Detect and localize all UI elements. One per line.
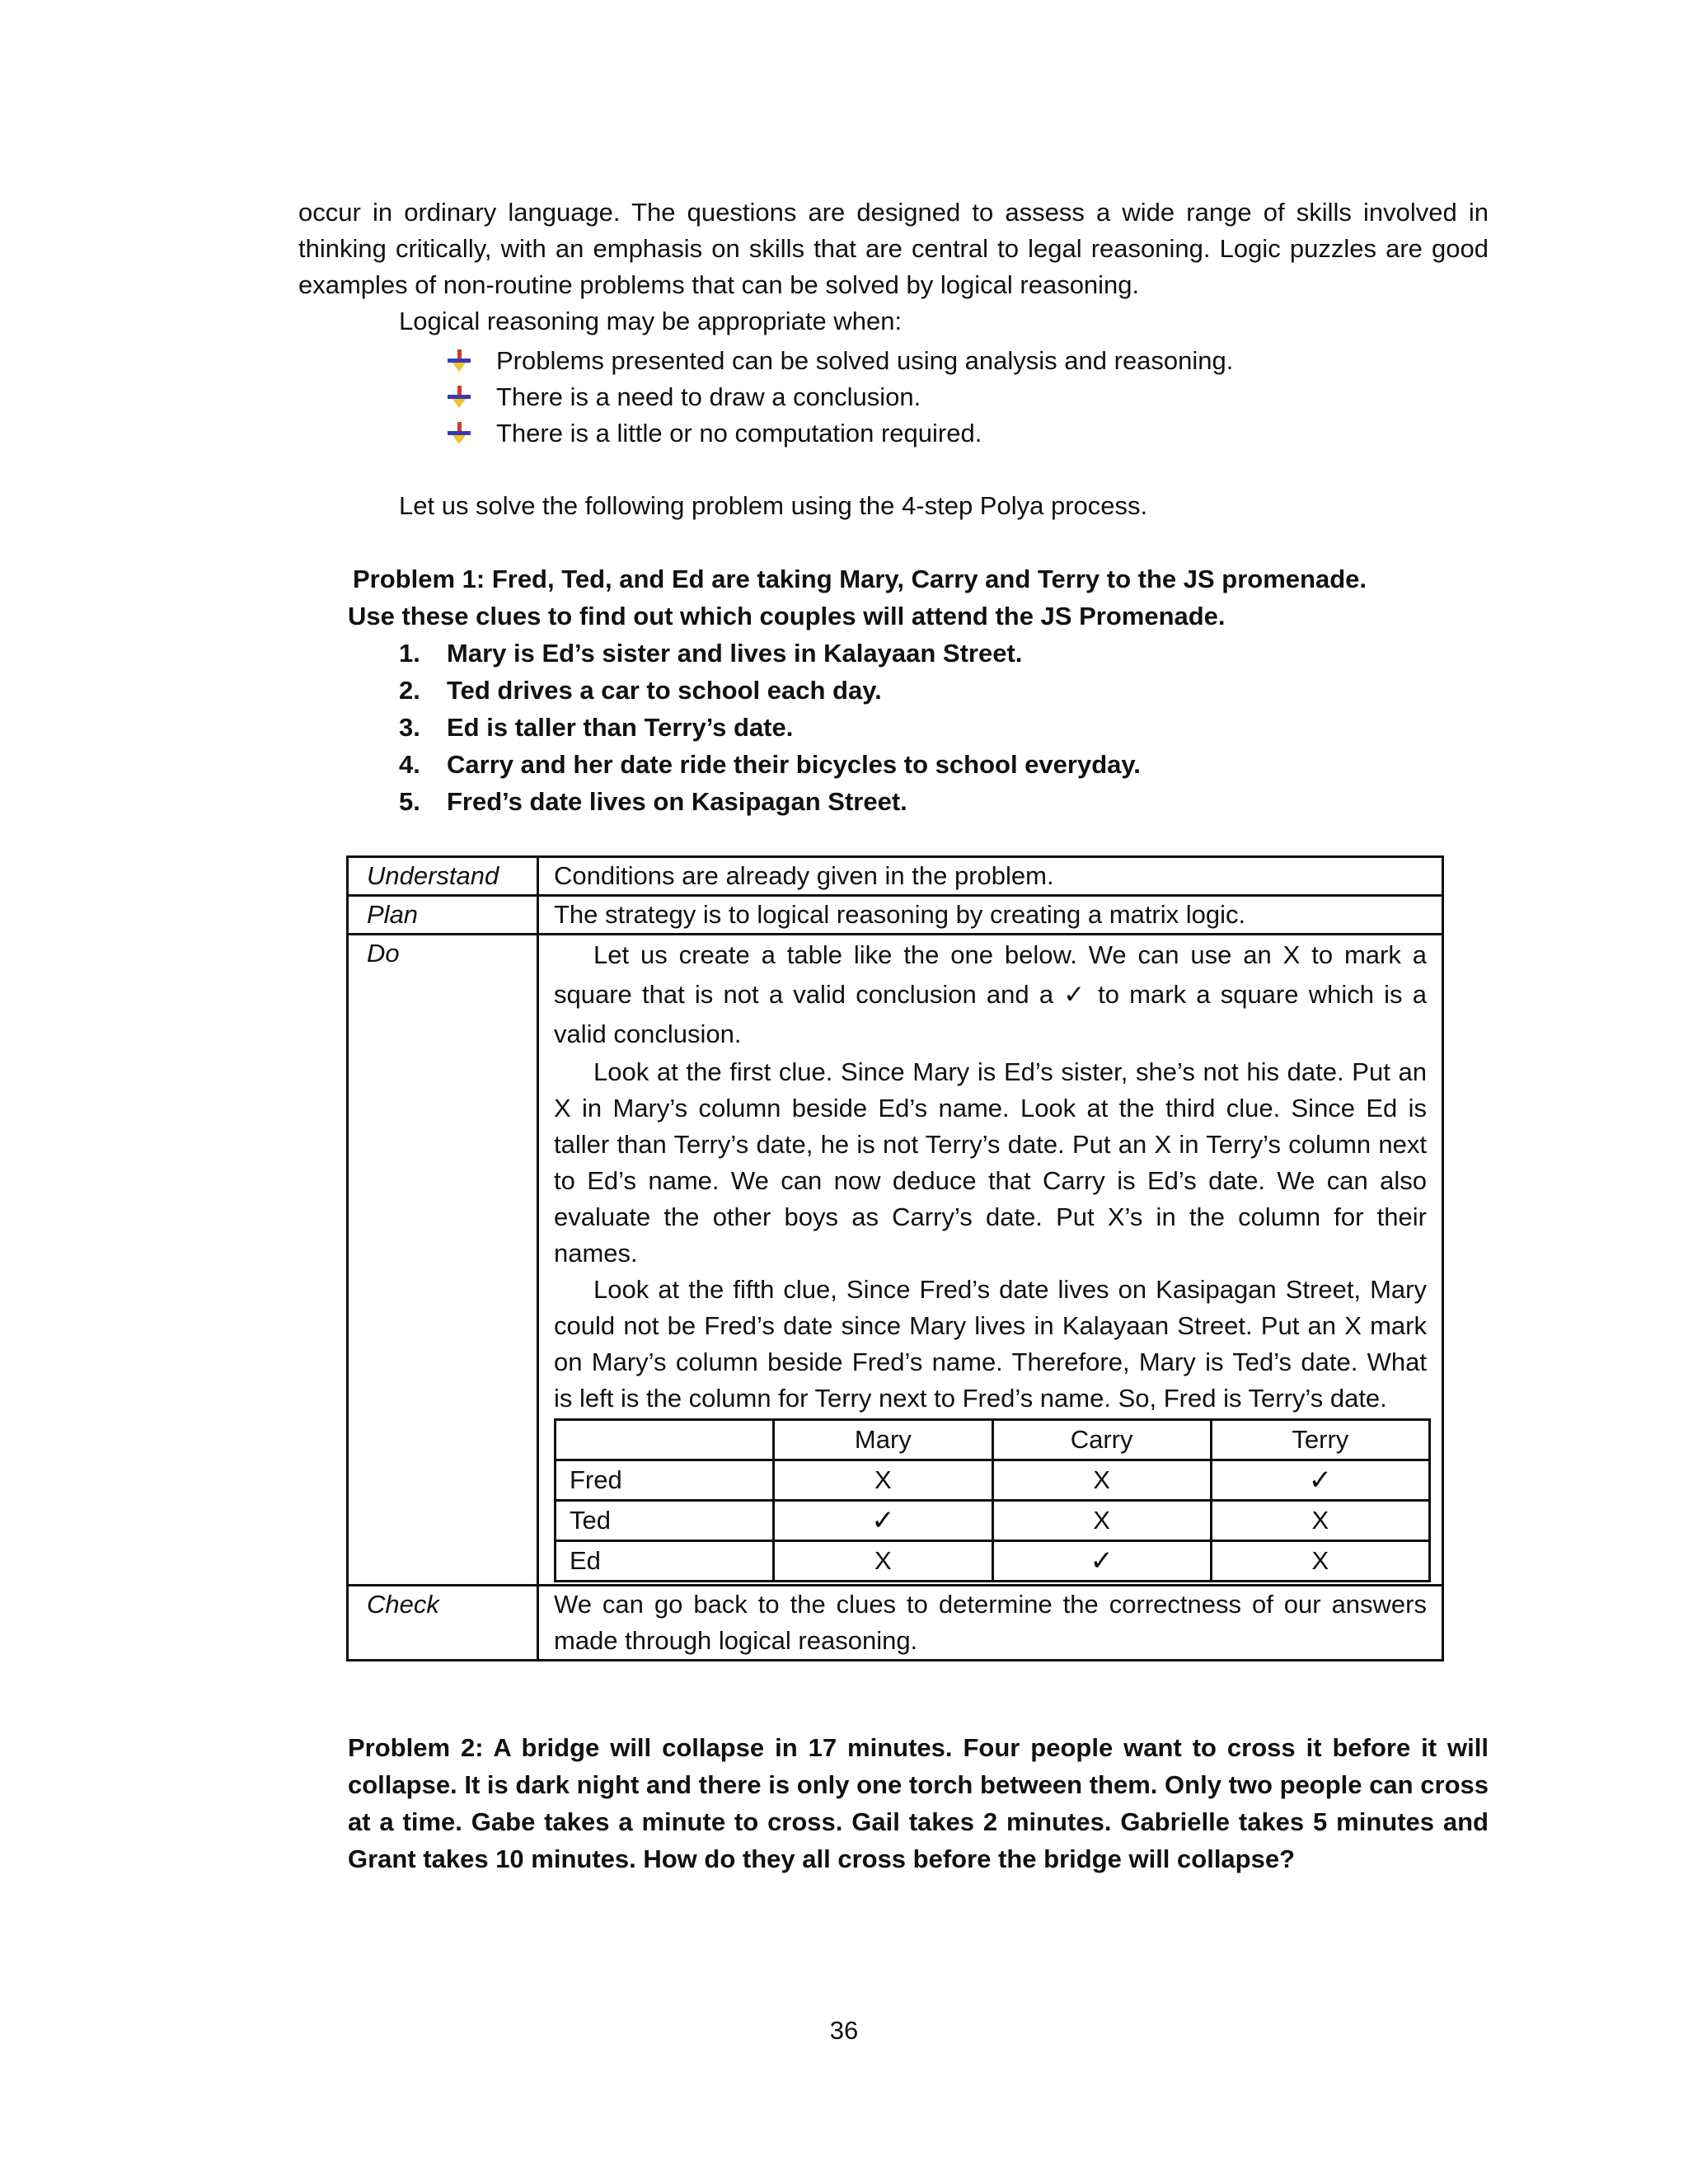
- do-paragraph-2: Look at the first clue. Since Mary is Ed’s sister, she’s not his date. Put an X in Mary’s column beside Ed’s name. Look at the third clue. Since Ed is taller than Terry’s date, he is not Terry’s date. Put an X in Terry’s column next to Ed’s name. We can now deduce that Carry is Ed’s date. We can also evaluate the other boys as Carry’s date. Put X’s in the column for their names.: [554, 1057, 1427, 1268]
- clue-text: Fred’s date lives on Kasipagan Street.: [447, 787, 907, 816]
- step-text-understand: Conditions are already given in the problem.: [538, 857, 1443, 896]
- table-row: [348, 857, 1443, 896]
- list-item: [445, 343, 1233, 379]
- clue-number: 2.: [399, 676, 420, 705]
- logic-matrix: [554, 1418, 1431, 1582]
- matrix-header: Terry: [1211, 1420, 1429, 1460]
- step-label-understand: Understand: [348, 857, 538, 896]
- matrix-header-row: [556, 1420, 1430, 1460]
- matrix-row-name: Fred: [556, 1460, 774, 1501]
- clue-text: Ed is taller than Terry’s date.: [447, 713, 794, 742]
- matrix-cell: ✓: [1211, 1460, 1429, 1501]
- matrix-row: [556, 1541, 1430, 1582]
- page-number: 36: [829, 2016, 859, 2045]
- clue-text: Mary is Ed’s sister and lives in Kalayaan Street.: [447, 639, 1023, 668]
- bullet-text: Problems presented can be solved using analysis and reasoning.: [496, 346, 1234, 375]
- step-content-do: [538, 935, 1443, 1586]
- matrix-row-name: Ted: [556, 1501, 774, 1541]
- matrix-header: Carry: [992, 1420, 1211, 1460]
- clue-number: 1.: [399, 639, 420, 668]
- arrow-down-bullet-icon: [445, 422, 473, 445]
- problem-1-line-1: Problem 1: Fred, Ted, and Ed are taking Mary, Carry and Terry to the JS promenade.: [353, 565, 1367, 593]
- step-text-check: We can go back to the clues to determine the correctness of our answers made through logical reasoning.: [538, 1586, 1443, 1661]
- problem-2-statement: Problem 2: A bridge will collapse in 17 minutes. Four people want to cross it before it will collapse. It is dark night and there is only one torch between them. Only two people can cross at a time. Gabe takes a minute to cross. Gail takes 2 minutes. Gabrielle takes 5 minutes and Grant takes 10 minutes. How do they all cross before the bridge will collapse?: [348, 1733, 1489, 1873]
- do-paragraph-3: Look at the fifth clue, Since Fred’s date lives on Kasipagan Street, Mary could not be Fred’s date since Mary lives in Kalayaan Street. Put an X mark on Mary’s column beside Fred’s name. Therefore, Mary is Ted’s date. What is left is the column for Terry next to Fred’s name. So, Fred is Terry’s date.: [554, 1275, 1427, 1413]
- clue-number: 3.: [399, 713, 420, 742]
- table-row: [348, 935, 1443, 1586]
- step-label-check: Check: [348, 1586, 538, 1661]
- clue-list: [399, 635, 1141, 820]
- step-text-plan: The strategy is to logical reasoning by creating a matrix logic.: [538, 896, 1443, 935]
- clue-item: [399, 672, 1141, 709]
- matrix-corner: [556, 1420, 774, 1460]
- do-paragraph-1: Let us create a table like the one below. We can use an X to mark a square that is not a valid conclusion and a ✓ to mark a square which is a valid conclusion.: [554, 940, 1427, 1048]
- polya-steps-table: [346, 855, 1444, 1661]
- clue-text: Carry and her date ride their bicycles to school everyday.: [447, 750, 1141, 779]
- matrix-cell: X: [774, 1460, 992, 1501]
- bullet-text: There is a need to draw a conclusion.: [496, 382, 921, 411]
- clue-item: [399, 709, 1141, 746]
- bullet-list: [445, 343, 1233, 452]
- clue-number: 5.: [399, 787, 420, 816]
- matrix-cell: X: [1211, 1501, 1429, 1541]
- matrix-cell: X: [1211, 1541, 1429, 1582]
- clue-item: [399, 635, 1141, 672]
- matrix-row: [556, 1460, 1430, 1501]
- problem-1-statement: [348, 560, 1489, 635]
- clue-item: [399, 746, 1141, 783]
- clue-item: [399, 783, 1141, 820]
- matrix-cell: X: [992, 1501, 1211, 1541]
- clue-text: Ted drives a car to school each day.: [447, 676, 882, 705]
- matrix-row-name: Ed: [556, 1541, 774, 1582]
- polya-lead: Let us solve the following problem using the 4-step Polya process.: [399, 491, 1148, 520]
- matrix-cell: X: [774, 1541, 992, 1582]
- matrix-cell: X: [992, 1460, 1211, 1501]
- list-item: [445, 379, 1233, 415]
- table-row: [348, 896, 1443, 935]
- step-label-plan: Plan: [348, 896, 538, 935]
- matrix-row: [556, 1501, 1430, 1541]
- matrix-header: Mary: [774, 1420, 992, 1460]
- bullet-text: There is a little or no computation required.: [496, 419, 982, 448]
- arrow-down-bullet-icon: [445, 349, 473, 373]
- list-item: [445, 415, 1233, 452]
- logical-reasoning-lead: Logical reasoning may be appropriate when:: [399, 307, 903, 335]
- table-row: [348, 1586, 1443, 1661]
- clue-number: 4.: [399, 750, 420, 779]
- matrix-cell: ✓: [992, 1541, 1211, 1582]
- problem-1-line-2: Use these clues to find out which couples will attend the JS Promenade.: [348, 602, 1226, 630]
- intro-paragraph: occur in ordinary language. The questions are designed to assess a wide range of skills involved in thinking critically, with an emphasis on skills that are central to legal reasoning. Logic puzzles are good examples of non-routine problems that can be solved by logical reasoning.: [298, 198, 1489, 299]
- step-label-do: Do: [348, 935, 538, 1586]
- matrix-cell: ✓: [774, 1501, 992, 1541]
- arrow-down-bullet-icon: [445, 386, 473, 409]
